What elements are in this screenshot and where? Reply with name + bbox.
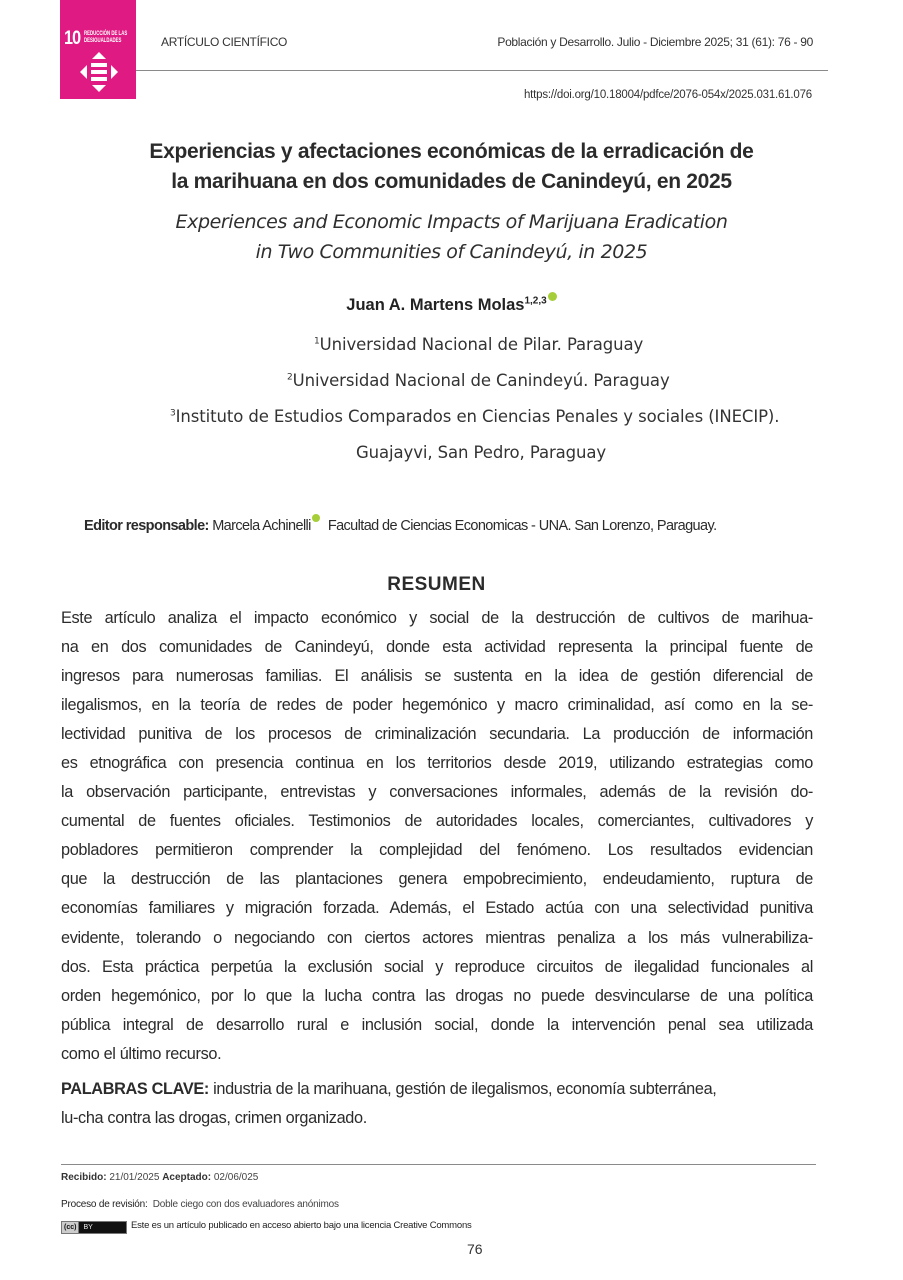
submission-dates <box>61 1172 258 1183</box>
abstract-line: pública integral de desarrollo rural e inclusión social, donde la intervención penal sea utilizada <box>61 1015 813 1034</box>
title-en-line-2: in Two Communities of Canindeyú, in 2025 <box>255 241 648 263</box>
editor-line <box>84 514 717 534</box>
abstract-line: ingresos para numerosas familias. El análisis se sustenta en la idea de gestión diferencial de <box>61 667 813 686</box>
keywords-line-1: industria de la marihuana, gestión de ilegalismos, economía subterránea, <box>213 1080 717 1098</box>
abstract-line: Este artículo analiza el impacto económico y social de la destrucción de cultivos de marihua- <box>61 609 813 627</box>
abstract-line: evidente, tolerando o negociando con ciertos actores mientras penaliza a los más vulnerabiliza- <box>61 928 813 947</box>
abstract-line: como el último recurso. <box>61 1044 222 1063</box>
abstract-line: dos. Esta práctica perpetúa la exclusión social y reproduce circuitos de ilegalidad funcionales al <box>61 957 813 976</box>
abstract-line: na en dos comunidades de Canindeyú, donde esta actividad representa la principal fuente de <box>61 638 813 657</box>
abstract-line: lectividad punitiva de los procesos de criminalización secundaria. La producción de información <box>61 725 813 744</box>
affiliation-text: Universidad Nacional de Pilar. Paraguay <box>319 335 644 354</box>
abstract-heading: RESUMEN <box>387 574 486 595</box>
title-spanish <box>0 137 903 197</box>
abstract-line: cumental de fuentes oficiales. Testimonios de autoridades locales, comerciantes, cultivadores y <box>61 812 813 831</box>
editor-label: Editor responsable: <box>84 518 209 534</box>
abstract-body <box>61 604 813 1069</box>
doi-link[interactable]: https://doi.org/10.18004/pdfce/2076-054x/2025.031.61.076 <box>523 89 812 101</box>
editor-name: Marcela Achinelli <box>212 518 311 534</box>
received-date: 21/01/2025 <box>109 1172 160 1183</box>
editor-institution: Facultad de Ciencias Economicas - UNA. San Lorenzo, Paraguay. <box>327 518 717 534</box>
affiliation-mark: 3 <box>170 408 176 419</box>
sdg-label <box>84 31 127 45</box>
affiliation-text: Instituto de Estudios Comparados en Ciencias Penales y sociales (INECIP). <box>175 407 780 426</box>
abstract-line: orden hegemónico, por lo que la lucha contra las drogas no puede desvincularse de una política <box>61 986 813 1005</box>
orcid-icon[interactable] <box>548 292 557 301</box>
abstract-line: pobladores permitieron comprender la complejidad del fenómeno. Los resultados evidencian <box>61 841 813 860</box>
author-affiliation-marks: 1,2,3 <box>524 295 547 307</box>
sdg-number: 10 <box>64 28 81 49</box>
author-name: Juan A. Martens Molas <box>346 296 525 314</box>
orcid-icon[interactable] <box>312 514 320 522</box>
abstract-line: ilegalismos, en la teoría de redes de poder hegemónico y macro criminalidad, así como en la se- <box>61 696 813 715</box>
affiliation-3-continuation: Guajayvi, San Pedro, Paraguay <box>356 443 607 462</box>
section-label: ARTÍCULO CIENTÍFICO <box>161 35 288 49</box>
header-divider <box>136 70 828 71</box>
abstract-line: es etnográfica con presencia continua en los territorios desde 2019, utilizando estrategias como <box>61 754 813 773</box>
affiliation-1 <box>314 335 643 354</box>
sdg-10-badge <box>60 0 136 99</box>
by-badge-part: BY <box>83 1224 93 1231</box>
license-text: Este es un artículo publicado en acceso abierto bajo una licencia Creative Commons <box>131 1220 472 1231</box>
received-label: Recibido: <box>61 1172 107 1183</box>
title-es-line-2: la marihuana en dos comunidades de Canindeyú, en 2025 <box>171 170 732 193</box>
review-label: Proceso de revisión: <box>61 1199 148 1210</box>
affiliation-text: Universidad Nacional de Canindeyú. Paraguay <box>292 371 670 390</box>
affiliation-3 <box>170 407 779 426</box>
cc-by-license-icon[interactable] <box>61 1221 127 1234</box>
affiliation-mark: 1 <box>314 336 320 347</box>
author <box>0 292 903 315</box>
footer-divider <box>61 1164 816 1165</box>
page-number: 76 <box>467 1241 483 1257</box>
abstract-line: economías familiares y migración forzada. Además, el Estado actúa con una selectividad punitiva <box>61 899 813 918</box>
sdg-label-line1: REDUCCIÓN DE LAS <box>84 31 128 37</box>
cc-badge-part: (cc) <box>62 1222 79 1233</box>
review-process <box>61 1199 339 1210</box>
abstract-line: que la destrucción de las plantaciones genera empobrecimiento, endeudamiento, ruptura de <box>61 870 813 889</box>
title-english <box>0 207 903 267</box>
keywords-label: PALABRAS CLAVE: <box>61 1080 209 1098</box>
affiliation-2 <box>287 371 670 390</box>
title-es-line-1: Experiencias y afectaciones económicas de la erradicación de <box>149 140 754 163</box>
equality-arrows-icon <box>80 52 118 92</box>
title-en-line-1: Experiences and Economic Impacts of Marijuana Eradication <box>175 211 728 233</box>
accepted-label: Aceptado: <box>162 1172 212 1183</box>
abstract-line: la observación participante, entrevistas y conversaciones informales, además de la revisión do- <box>61 783 813 802</box>
sdg-label-line2: DESIGUALDADES <box>84 38 122 44</box>
keywords-line-2: lu-cha contra las drogas, crimen organizado. <box>61 1109 367 1127</box>
keywords <box>61 1075 821 1133</box>
accepted-date: 02/06/025 <box>213 1172 259 1183</box>
review-text: Doble ciego con dos evaluadores anónimos <box>152 1199 339 1210</box>
journal-citation: Población y Desarrollo. Julio - Diciembre 2025; 31 (61): 76 - 90 <box>497 35 813 49</box>
affiliation-mark: 2 <box>287 372 293 383</box>
